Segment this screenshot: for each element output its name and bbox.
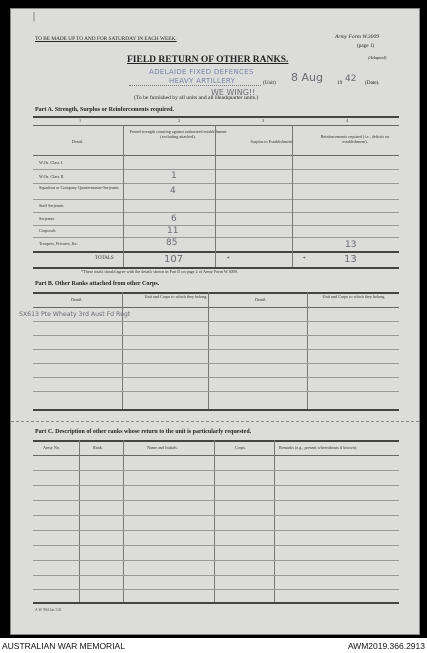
- footer-bar: [0, 638, 427, 653]
- part-c-col-name: Name and Initials.: [147, 445, 178, 450]
- posted-wo2: 1: [171, 171, 177, 181]
- part-c-col-rank: Rank.: [93, 445, 103, 450]
- furnish-note: (To be furnished by all units and all Headquarter units.): [134, 95, 259, 101]
- col-header-surplus: Surplus to Establishment.: [250, 139, 294, 144]
- total-reinf: 13: [344, 254, 357, 265]
- part-c-col-remarks: Remarks (e.g., present whereabouts if known).: [279, 445, 358, 450]
- posted-serjeants: 6: [171, 214, 177, 224]
- reinf-troopers: 13: [345, 240, 357, 250]
- posted-cqms: 4: [170, 186, 176, 196]
- part-b-col-detail-2: Detail.: [255, 297, 267, 302]
- footer-accession-number: AWM2019.366.2913: [347, 641, 425, 651]
- col-number-3: 3: [262, 118, 265, 123]
- part-b-heading: Part B. Other Ranks attached from other Corps.: [35, 281, 160, 287]
- total-surplus-asterisk: *: [227, 256, 230, 262]
- year-handwritten: 42: [345, 74, 357, 84]
- total-reinf-asterisk: *: [303, 256, 306, 262]
- posted-troopers: 85: [166, 238, 178, 248]
- row-troopers: Troopers, Privates, &c.: [39, 241, 78, 246]
- col-header-reinforcements: Reinforcements required (i.e., deficits on establishment).: [320, 134, 390, 144]
- unit-stamp-line2: HEAVY ARTILLERY: [169, 77, 236, 85]
- year-prefix: 19: [337, 80, 343, 86]
- form-title: FIELD RETURN OF OTHER RANKS.: [127, 55, 289, 65]
- posted-corporals: 11: [167, 226, 179, 236]
- part-b-col-unit-2: Unit and Corps to which they belong.: [322, 294, 386, 299]
- unit-dotted-line: [129, 85, 261, 86]
- row-cqms: Squadron or Company Quartermaster-Serjeants: [39, 185, 119, 190]
- part-b-handwritten-entry: SX613 Pte Wheaty 3rd Aust Fd Regt: [19, 311, 131, 318]
- col-header-posted: Posted strength counting against authorized establishment (excluding attached).: [129, 129, 227, 139]
- row-serjeants: Serjeants: [39, 216, 55, 221]
- adapted-label: (Adapted): [368, 55, 387, 60]
- footer-credit: AUSTRALIAN WAR MEMORIAL: [2, 641, 125, 651]
- handwritten-name: WE WING!!: [211, 88, 256, 97]
- unit-label: (Unit): [263, 80, 276, 86]
- army-form-number: Army Form W.3009: [335, 34, 380, 40]
- form-sheet: [10, 8, 420, 635]
- totals-footnote: *These totals should agree with the details shown in Part D on page 2 of Army Form W.3009.: [81, 269, 238, 274]
- unit-stamp-line1: ADELAIDE FIXED DEFENCES: [149, 68, 254, 76]
- date-label: (Date).: [365, 80, 380, 86]
- col-number-1: 1: [79, 118, 82, 123]
- part-c-col-army-no: Army No.: [43, 445, 60, 450]
- row-corporals: Corporals: [39, 228, 56, 233]
- total-posted: 107: [164, 254, 184, 265]
- col-header-detail: Detail.: [72, 139, 84, 144]
- part-c-heading: Part C. Description of other ranks whose return to the unit is particularly requested.: [35, 429, 252, 435]
- top-note: TO BE MADE UP TO AND FOR SATURDAY IN EACH WEEK.: [35, 36, 177, 42]
- print-code: A.W. 984 1m 1/41: [35, 608, 62, 612]
- row-staff-serjeants: Staff Serjeants: [39, 203, 64, 208]
- totals-label: TOTALS: [95, 256, 114, 261]
- part-a-heading: Part A. Strength, Surplus or Reinforcements required.: [35, 107, 174, 113]
- part-b-col-detail-1: Detail.: [71, 297, 83, 302]
- perforation-line: [11, 421, 419, 422]
- page-number: (page 1): [357, 43, 375, 49]
- col-number-4: 4: [346, 118, 349, 123]
- part-c-col-corps: Corps.: [235, 445, 247, 450]
- part-b-col-unit-1: Unit and Corps to which they belong.: [144, 294, 208, 299]
- date-handwritten: 8 Aug: [291, 71, 323, 84]
- hole-punch-mark: |: [33, 11, 36, 22]
- row-wo-class-2: W.Os. Class II.: [39, 174, 65, 179]
- row-wo-class-1: W.Os. Class I.: [39, 160, 63, 165]
- col-number-2: 2: [178, 118, 181, 123]
